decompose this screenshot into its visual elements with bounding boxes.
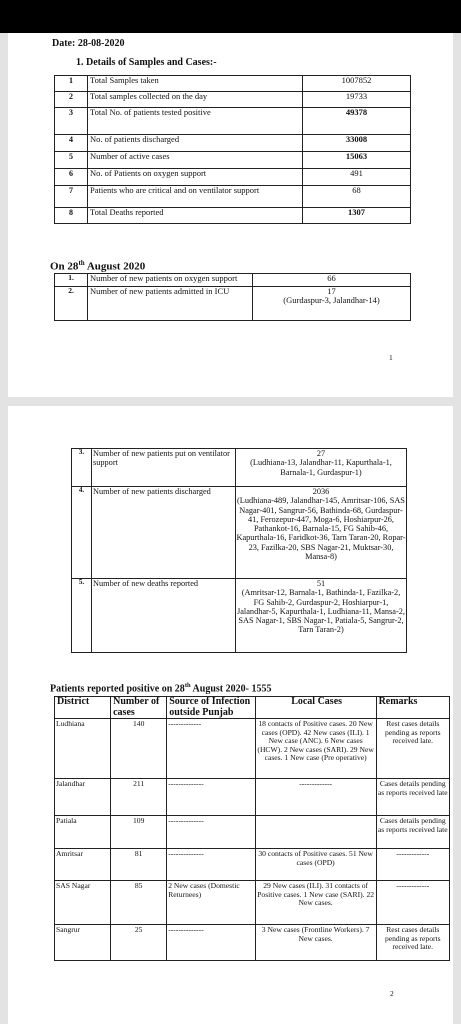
district-case-count: 140 (111, 719, 167, 779)
row-label: Total Deaths reported (88, 208, 303, 224)
row-number: 6 (55, 169, 88, 186)
row-label: No. of Patients on oxygen support (88, 169, 303, 186)
row-value-cell (236, 449, 407, 487)
page-number-1: 1 (389, 353, 393, 362)
row-value: 27 (316, 449, 326, 458)
district-remarks: ------------- (376, 849, 449, 881)
row-value-cell (236, 487, 407, 579)
header-local: Local Cases (255, 697, 376, 719)
row-label: Number of new patients discharged (92, 487, 236, 579)
district-case-count: 85 (111, 881, 167, 925)
district-case-count: 25 (111, 925, 167, 961)
row-value: 49378 (303, 108, 411, 135)
district-source: -------------- (167, 925, 255, 961)
row-label: Total samples collected on the day (88, 92, 303, 108)
daily-table (54, 273, 411, 321)
district-name: Jalandhar (55, 779, 111, 816)
row-number: 1. (55, 274, 88, 287)
district-row (55, 849, 450, 881)
summary-row (55, 108, 411, 135)
row-label: Number of new patients on oxygen support (88, 274, 253, 287)
header-source: Source of Infection outside Punjab (167, 697, 255, 719)
district-local-cases (255, 816, 376, 849)
row-label: Number of new patients admitted in ICU (88, 287, 253, 321)
district-remarks: Rest cases details pending as reports received late. (376, 719, 449, 779)
row-label: Total No. of patients tested positive (88, 108, 303, 135)
row-value-cell (253, 274, 411, 287)
summary-row (55, 186, 411, 208)
summary-row (55, 76, 411, 92)
row-value: 33008 (303, 135, 411, 152)
daily-row (55, 287, 411, 321)
row-value: 17 (327, 286, 336, 296)
district-case-count: 211 (111, 779, 167, 816)
daily-row (72, 449, 407, 487)
summary-row (55, 208, 411, 224)
row-number: 7 (55, 186, 88, 208)
row-number: 3. (72, 449, 92, 487)
row-number: 3 (55, 108, 88, 135)
page-number-2: 2 (390, 989, 394, 998)
row-label: Number of new deaths reported (92, 579, 236, 653)
header-district: District (55, 697, 111, 719)
top-status-bar (0, 0, 461, 33)
row-detail: (Amritsar-12, Barnala-1, Bathinda-1, Fazilka-2, FG Sahib-2, Gurdaspur-2, Hoshiarpur-1, Jalandhar-5, Kapurthala-1, Ludhiana-11, Mansa-2, SAS Nagar-1, SBS Nagar-1, Patiala-5, Sangrur-2, Tarn Taran-2) (237, 588, 405, 635)
district-remarks: Cases details pending as reports received late (376, 779, 449, 816)
row-number: 5. (72, 579, 92, 653)
district-name: Ludhiana (55, 719, 111, 779)
row-value: 491 (303, 169, 411, 186)
district-remarks: Cases details pending as reports received late (376, 816, 449, 849)
district-row (55, 779, 450, 816)
row-number: 1 (55, 76, 88, 92)
district-row (55, 881, 450, 925)
district-local-cases: 18 contacts of Positive cases. 20 New cases (OPD). 42 New cases (ILI). 1 New case (ANC). 6 New cases (HCW). 2 New cases (SARI). 29 New cases. 1 New case (Pre operative) (255, 719, 376, 779)
row-value: 2036 (312, 487, 330, 496)
daily-row (72, 487, 407, 579)
district-name: Patiala (55, 816, 111, 849)
summary-row (55, 152, 411, 169)
district-source: -------------- (167, 779, 255, 816)
row-value: 15063 (303, 152, 411, 169)
district-remarks: ------------- (376, 881, 449, 925)
row-label: Total Samples taken (88, 76, 303, 92)
document-page-1 (8, 33, 453, 397)
daily-row (55, 274, 411, 287)
row-detail: (Ludhiana-13, Jalandhar-11, Kapurthala-1, Barnala-1, Gurdaspur-1) (250, 458, 392, 477)
row-value: 51 (316, 579, 326, 588)
row-number: 2. (55, 287, 88, 321)
district-name: Amritsar (55, 849, 111, 881)
district-remarks: Rest cases details pending as reports received late. (376, 925, 449, 961)
row-number: 4. (72, 487, 92, 579)
district-source: -------------- (167, 849, 255, 881)
row-detail: (Ludhiana-489, Jalandhar-145, Amritsar-106, SAS Nagar-401, Sangrur-56, Bathinda-68, Gurdaspur-41, Ferozepur-447, Moga-6, Hoshiarpur-26, Pathankot-16, Barnala-15, FG Sahib-46, Kapurthala-16, Faridkot-36, Tarn Taran-20, Ropar-23, Fazilka-20, SBS Nagar-21, Muktsar-30, Mansa-8) (236, 496, 406, 561)
row-number: 8 (55, 208, 88, 224)
row-number: 4 (55, 135, 88, 152)
row-value-cell (253, 287, 411, 321)
row-value: 66 (327, 273, 336, 283)
document-page-2 (8, 406, 453, 1024)
daily-row (72, 579, 407, 653)
row-label: Patients who are critical and on ventilator support (88, 186, 303, 208)
document-date: Date: 28-08-2020 (52, 38, 125, 49)
summary-row (55, 92, 411, 108)
row-value: 68 (303, 186, 411, 208)
district-local-cases: 3 New cases (Frontline Workers). 7 New cases. (255, 925, 376, 961)
row-detail: (Gurdaspur-3, Jalandhar-14) (283, 295, 380, 306)
district-source: -------------- (167, 816, 255, 849)
row-number: 5 (55, 152, 88, 169)
row-value: 1307 (303, 208, 411, 224)
row-label: No. of patients discharged (88, 135, 303, 152)
summary-row (55, 135, 411, 152)
district-case-count: 109 (111, 816, 167, 849)
district-name: SAS Nagar (55, 881, 111, 925)
row-value: 19733 (303, 92, 411, 108)
positive-cases-title: Patients reported positive on 28th August 2020- 1555 (50, 682, 272, 695)
district-row (55, 816, 450, 849)
district-source: 2 New cases (Domestic Returnees) (167, 881, 255, 925)
district-local-cases: ------------- (255, 779, 376, 816)
summary-row (55, 169, 411, 186)
row-value-cell (236, 579, 407, 653)
district-local-cases: 30 contacts of Positive cases. 51 New cases (OPD) (255, 849, 376, 881)
summary-table (54, 75, 411, 224)
row-number: 2 (55, 92, 88, 108)
daily-table-continued (71, 448, 407, 653)
district-row (55, 719, 450, 779)
section-title: 1. Details of Samples and Cases:- (76, 57, 217, 68)
district-name: Sangrur (55, 925, 111, 961)
on-date-heading: On 28th August 2020 (50, 259, 146, 273)
row-value: 1007852 (303, 76, 411, 92)
row-label: Number of active cases (88, 152, 303, 169)
header-cases: Number of cases (111, 697, 167, 719)
district-cases-table (54, 696, 450, 961)
district-source: ------------- (167, 719, 255, 779)
row-label: Number of new patients put on ventilator support (92, 449, 236, 487)
header-remarks: Remarks (376, 697, 449, 719)
district-case-count: 81 (111, 849, 167, 881)
district-local-cases: 29 New cases (ILI). 31 contacts of Positive cases. 1 New case (SARI). 22 New cases. (255, 881, 376, 925)
district-row (55, 925, 450, 961)
